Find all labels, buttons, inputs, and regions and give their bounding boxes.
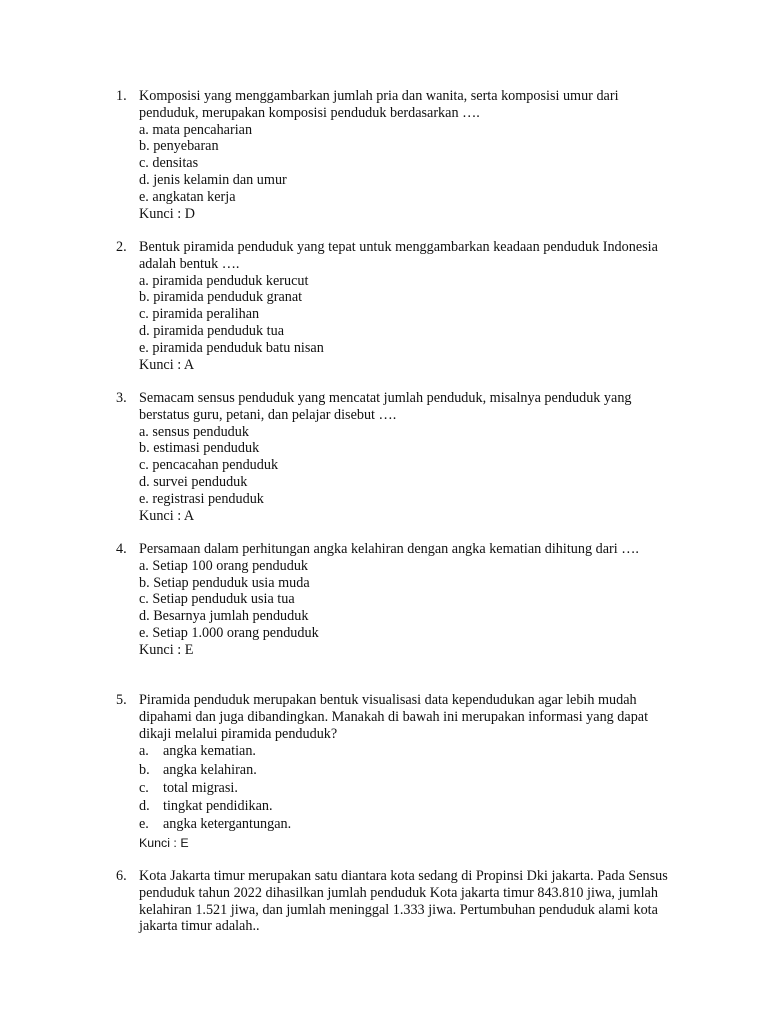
option-c: c. Setiap penduduk usia tua [139,591,295,608]
question-text: Semacam sensus penduduk yang mencatat jumlah penduduk, misalnya penduduk yang berstatus guru, petani, dan pelajar disebut …. [139,390,632,423]
question-body [139,692,676,852]
option-label: tingkat pendidikan. [163,798,273,814]
answer-key: Kunci : A [139,507,195,524]
option-label: angka kematian. [163,743,256,760]
option-d: d. survei penduduk [139,473,248,490]
question-number: 2. [116,239,127,255]
option-e: e. Setiap 1.000 orang penduduk [139,624,319,641]
option-b [139,761,676,779]
option-label: total migrasi. [163,779,238,796]
option-b: b. Setiap penduduk usia muda [139,574,310,591]
option-a: a. mata pencaharian [139,121,253,138]
question-number: 5. [116,692,127,708]
question-body [139,88,676,222]
option-label: angka kelahiran. [163,761,257,778]
question-number: 4. [116,541,127,557]
option-e: e. angkatan kerja [139,188,236,205]
option-c [139,779,676,797]
option-c: c. piramida peralihan [139,306,260,323]
option-letter: d. [139,798,150,814]
question-text: Komposisi yang menggambarkan jumlah pria dan wanita, serta komposisi umur dari penduduk, merupakan komposisi penduduk berdasarkan …. [139,88,619,121]
answer-key: Kunci : A [139,356,195,373]
question-3 [116,390,676,524]
question-number: 1. [116,88,127,104]
option-a: a. sensus penduduk [139,423,249,440]
question-1 [116,88,676,222]
question-number: 6. [116,868,127,884]
question-text: Kota Jakarta timur merupakan satu diantara kota sedang di Propinsi Dki jakarta. Pada Sensus penduduk tahun 2022 dihasilkan jumlah penduduk Kota jakarta timur 843.810 jiwa, jumlah kelahiran 1.521 jiwa, dan jumlah meninggal 1.333 jiwa. Pertumbuhan penduduk alami kota jakarta timur adalah.. [139,868,668,935]
question-body [139,868,676,935]
option-a [139,742,676,760]
option-d: d. jenis kelamin dan umur [139,171,287,188]
option-a: a. Setiap 100 orang penduduk [139,557,309,574]
question-4 [116,541,676,659]
option-a: a. piramida penduduk kerucut [139,272,309,289]
question-text: Persamaan dalam perhitungan angka kelahiran dengan angka kematian dihitung dari …. [139,541,639,557]
option-e [139,815,676,833]
option-e: e. piramida penduduk batu nisan [139,339,324,356]
question-number: 3. [116,390,127,406]
option-letter: c. [139,779,149,796]
question-body [139,390,676,524]
question-body [139,239,676,373]
option-letter: b. [139,761,150,778]
question-6 [116,868,676,935]
option-c: c. densitas [139,155,199,172]
option-c: c. pencacahan penduduk [139,457,279,474]
question-text: Bentuk piramida penduduk yang tepat untuk menggambarkan keadaan penduduk Indonesia adalah bentuk …. [139,239,658,272]
answer-key: Kunci : D [139,205,195,222]
option-b: b. estimasi penduduk [139,440,260,457]
option-letter: e. [139,816,149,833]
answer-key: Kunci : E [139,836,189,851]
option-d: d. Besarnya jumlah penduduk [139,608,309,625]
option-letter: a. [139,743,149,760]
question-body [139,541,676,659]
option-b: b. piramida penduduk granat [139,289,303,306]
option-d: d. piramida penduduk tua [139,322,284,339]
option-label: angka ketergantungan. [163,816,292,833]
question-5 [116,692,676,852]
answer-key: Kunci : E [139,641,194,658]
question-text: Piramida penduduk merupakan bentuk visualisasi data kependudukan agar lebih mudah dipahami dan juga dibandingkan. Manakah di bawah ini merupakan informasi yang dapat dikaji melalui piramida penduduk? [139,692,649,742]
option-b: b. penyebaran [139,138,219,155]
option-d [139,797,676,815]
question-2 [116,239,676,373]
option-e: e. registrasi penduduk [139,490,264,507]
